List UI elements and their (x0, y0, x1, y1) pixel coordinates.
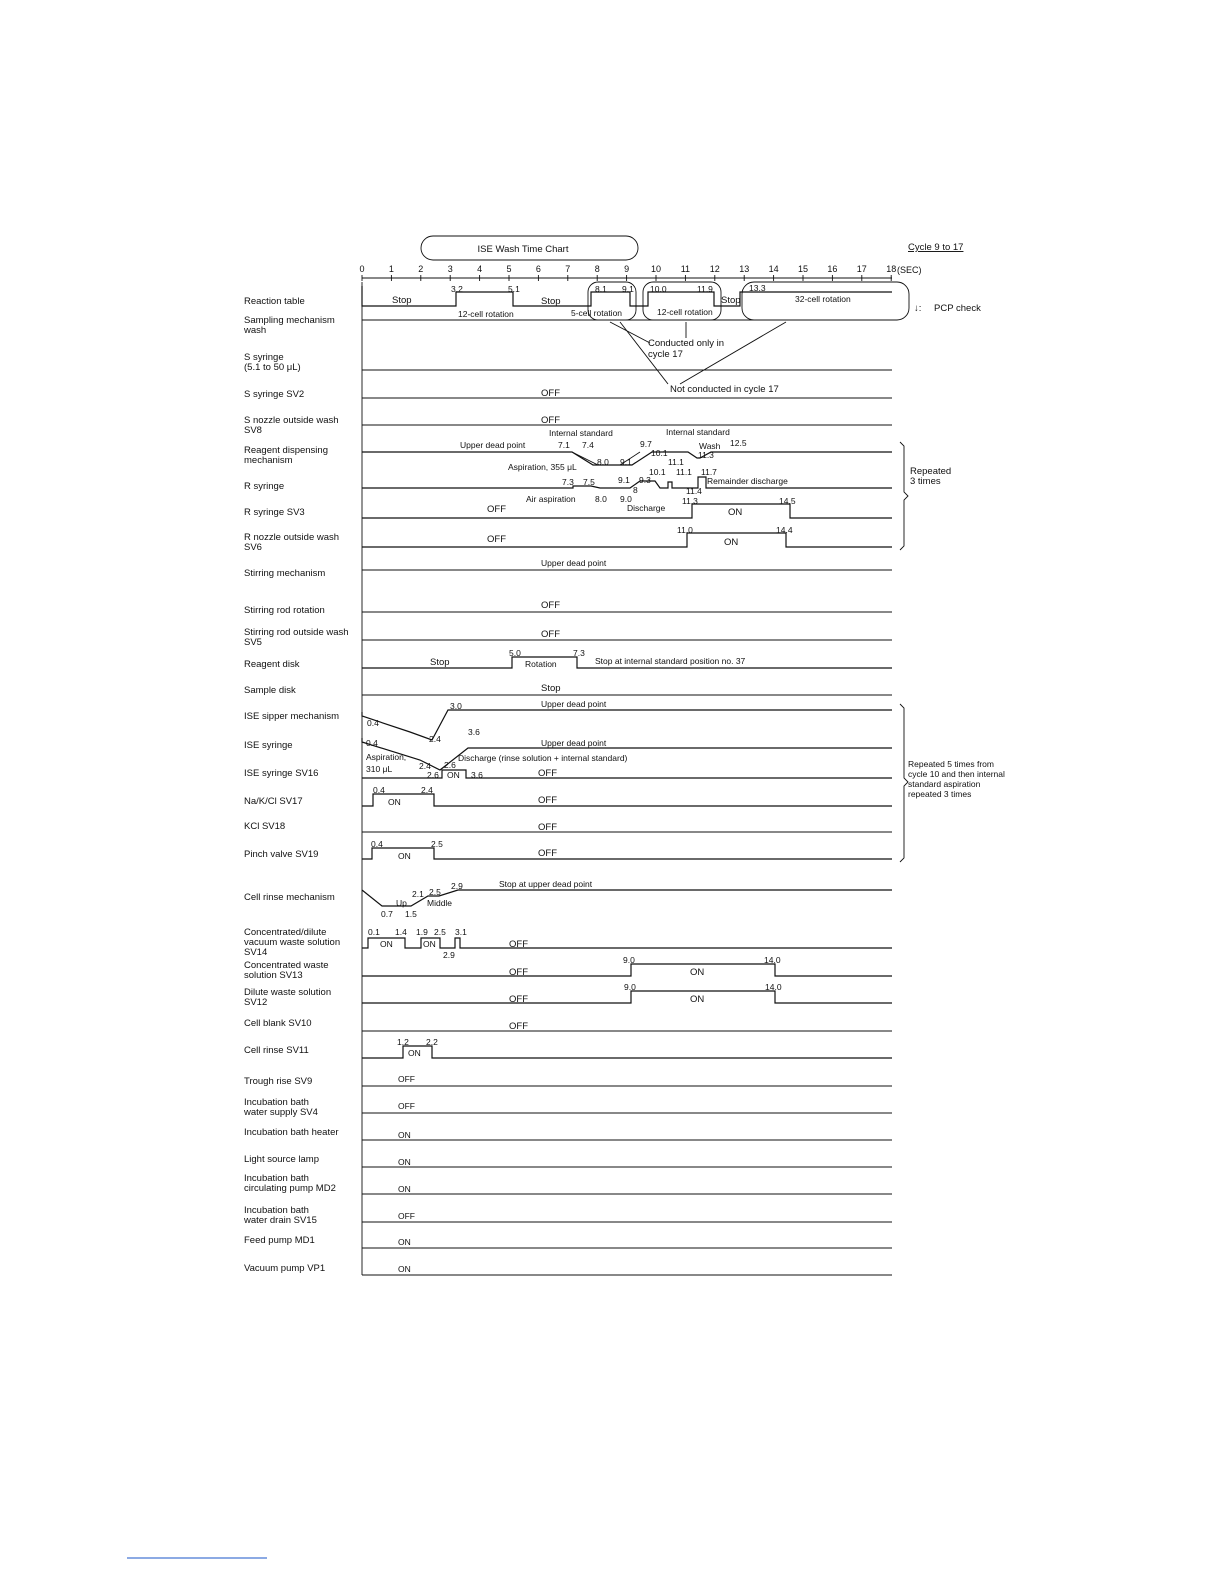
state-heater: ON (398, 1130, 411, 1140)
row-label: Incubation bath circulating pump MD2 (244, 1173, 336, 1194)
i-sv17-on: ON (388, 797, 401, 807)
rt-stop3: Stop (721, 295, 741, 306)
axis-tick-label: 18 (886, 264, 897, 274)
state-reagent-disk: Stop (430, 657, 450, 668)
i-04b: 0.4 (366, 738, 378, 748)
axis-tick-label: 5 (506, 264, 512, 274)
axis-tick-label: 2 (418, 264, 424, 274)
row-label: S syringe SV2 (244, 389, 305, 400)
r-125: 12.5 (730, 438, 747, 448)
i-26b: 2.6 (427, 770, 439, 780)
c-sv14-25: 2.5 (434, 927, 446, 937)
i-36a: 3.6 (468, 727, 480, 737)
r-80: 8.0 (597, 457, 609, 467)
r-113: 11.3 (698, 450, 714, 460)
i-sv17-04: 0.4 (373, 785, 385, 795)
r-111a: 11.1 (668, 457, 684, 467)
c-sv13-on: ON (690, 967, 705, 978)
r-91b: 9.1 (618, 475, 630, 485)
c-sv14-29: 2.9 (443, 950, 455, 960)
state-sv14: OFF (509, 939, 528, 950)
row-label: Stirring rod outside wash SV5 (244, 627, 349, 648)
ise-annotations (366, 701, 628, 861)
r-71: 7.1 (558, 440, 570, 450)
axis-tick-label: 7 (565, 264, 571, 274)
r-113b: 11.3 (682, 496, 698, 506)
state-cell-rinse: Stop at upper dead point (499, 879, 593, 889)
r-93: 9.3 (639, 475, 651, 485)
rt-rot12b: 12-cell rotation (657, 307, 713, 317)
state-ise-syringe: Upper dead point (541, 738, 607, 748)
r-73: 7.3 (562, 477, 574, 487)
state-sv10: OFF (509, 1021, 528, 1032)
c-07: 0.7 (381, 909, 393, 919)
c-sv11-22: 2.2 (426, 1037, 438, 1047)
d-73: 7.3 (573, 648, 585, 658)
chart-title: ISE Wash Time Chart (477, 244, 569, 255)
axis-tick-label: 0 (359, 264, 365, 274)
axis-tick-label: 4 (477, 264, 483, 274)
rt-91: 9.1 (622, 284, 634, 294)
row-label: Concentrated waste solution SV13 (244, 960, 329, 981)
r-airasp: Air aspiration (526, 494, 576, 504)
row-label: Feed pump MD1 (244, 1235, 315, 1246)
state-reagent-udp: Upper dead point (460, 440, 526, 450)
c-sv12-140: 14.0 (765, 982, 782, 992)
c-sv11-12: 1.2 (397, 1037, 409, 1047)
axis-unit: (SEC) (897, 265, 922, 275)
i-sv19-25: 2.5 (431, 839, 443, 849)
i-sv17-24: 2.4 (421, 785, 433, 795)
c-sv12-90: 9.0 (624, 982, 636, 992)
row-label: ISE syringe (244, 740, 293, 751)
row-label: Cell rinse SV11 (244, 1045, 309, 1056)
row-label: Sample disk (244, 685, 296, 696)
r-90: 9.0 (620, 494, 632, 504)
state-sv13: OFF (509, 967, 528, 978)
state-sv12: OFF (509, 994, 528, 1005)
axis-tick-label: 3 (447, 264, 453, 274)
state-md1: ON (398, 1237, 411, 1247)
state-sipper: Upper dead point (541, 699, 607, 709)
r-intstd2: Internal standard (666, 427, 730, 437)
r-145: 14.5 (779, 496, 796, 506)
i-sv19-04: 0.4 (371, 839, 383, 849)
axis-tick-label: 11 (680, 264, 691, 274)
state-sv17: OFF (538, 795, 557, 806)
c-sv14-01: 0.1 (368, 927, 380, 937)
row-label: Incubation bath water drain SV15 (244, 1205, 317, 1226)
row-label: Reagent disk (244, 659, 300, 670)
c-sv13-90: 9.0 (623, 955, 635, 965)
r-remdis: Remainder discharge (707, 476, 788, 486)
row-state-labels (398, 388, 607, 1274)
axis-tick-label: 14 (768, 264, 779, 274)
r-on2: ON (724, 537, 739, 548)
r-101: 10.1 (651, 448, 668, 458)
row-label: Stirring rod rotation (244, 605, 325, 616)
d-stopstd: Stop at internal standard position no. 37 (595, 656, 746, 666)
r-8: 8 (633, 485, 638, 495)
state-vp1: ON (398, 1264, 411, 1274)
row-label: S syringe (5.1 to 50 μL) (244, 352, 301, 373)
c-sv11-on: ON (408, 1048, 421, 1058)
r-asp: Aspiration, 355 μL (508, 462, 577, 472)
c-sv14-on1: ON (380, 939, 393, 949)
pcp-label: PCP check (934, 303, 981, 314)
r-on1: ON (728, 507, 743, 518)
d-50: 5.0 (509, 648, 521, 658)
signal-traces (362, 286, 892, 1275)
rt-81: 8.1 (595, 284, 607, 294)
c-21: 2.1 (412, 889, 424, 899)
state-sv19: OFF (538, 848, 557, 859)
row-label: Dilute waste solution SV12 (244, 987, 332, 1008)
c-sv14-on2: ON (423, 939, 436, 949)
time-axis (359, 264, 896, 281)
state-sv9: OFF (398, 1074, 415, 1084)
rt-stop2: Stop (541, 296, 561, 307)
i-asp: Aspiration, (366, 752, 407, 762)
repeat3-brace (900, 442, 908, 550)
r-75: 7.5 (583, 477, 595, 487)
pcp-symbol: ↓: (914, 303, 922, 314)
row-label: Sampling mechanism wash (244, 315, 335, 336)
c-25: 2.5 (429, 887, 441, 897)
row-label: Incubation bath heater (244, 1127, 339, 1138)
row-label: Incubation bath water supply SV4 (244, 1097, 318, 1118)
rt-rot32: 32-cell rotation (795, 294, 851, 304)
r-110: 11.0 (677, 525, 693, 535)
state-sv8: OFF (541, 415, 560, 426)
c-sv14-31: 3.1 (455, 927, 467, 937)
row-label: Pinch valve SV19 (244, 849, 319, 860)
i-24b: 2.4 (419, 761, 431, 771)
row-label: Na/K/Cl SV17 (244, 796, 303, 807)
state-sv15: OFF (398, 1211, 415, 1221)
c-up: Up (396, 898, 407, 908)
row-label: Stirring mechanism (244, 568, 326, 579)
row-label: ISE sipper mechanism (244, 711, 340, 722)
repeat3-note: Repeated 3 times (910, 466, 952, 487)
state-sv18: OFF (538, 822, 557, 833)
cycle-range: Cycle 9 to 17 (908, 242, 964, 253)
i-discharge: Discharge (rinse solution + internal standard) (458, 753, 628, 763)
r-97: 9.7 (640, 439, 652, 449)
c-15: 1.5 (405, 909, 417, 919)
state-stir-rot: OFF (541, 600, 560, 611)
r-144: 14.4 (776, 525, 793, 535)
r-discharge: Discharge (627, 503, 666, 513)
repeat5-note: Repeated 5 times from cycle 10 and then internal standard aspiration repeated 3 times (908, 759, 1005, 799)
rt-119: 11.9 (697, 284, 713, 294)
i-310: 310 μL (366, 764, 393, 774)
c-sv12-on: ON (690, 994, 705, 1005)
row-labels (243, 296, 349, 1274)
row-label: Cell blank SV10 (244, 1018, 312, 1029)
not-cycle17-note: Not conducted in cycle 17 (670, 384, 779, 395)
state-sample-disk: Stop (541, 683, 561, 694)
state-md2: ON (398, 1184, 411, 1194)
rt-51: 5.1 (508, 284, 520, 294)
row-label: KCl SV18 (244, 821, 286, 832)
disk-annotations (509, 648, 746, 669)
row-label: ISE syringe SV16 (244, 768, 319, 779)
row-label: Cell rinse mechanism (244, 892, 335, 903)
r-80b: 8.0 (595, 494, 607, 504)
rt-rot12a: 12-cell rotation (458, 309, 514, 319)
row-label: R syringe SV3 (244, 507, 305, 518)
row-label: Trough rise SV9 (244, 1076, 313, 1087)
row-label: Reaction table (244, 296, 305, 307)
i-36b: 3.6 (471, 770, 483, 780)
axis-tick-label: 9 (624, 264, 630, 274)
axis-tick-label: 15 (797, 264, 809, 274)
d-rotation: Rotation (525, 659, 557, 669)
state-stirring: Upper dead point (541, 558, 607, 568)
i-24a: 2.4 (429, 734, 441, 744)
c-sv14-14: 1.4 (395, 927, 407, 937)
i-sv19-on: ON (398, 851, 411, 861)
row-label: Vacuum pump VP1 (244, 1263, 326, 1274)
i-04a: 0.4 (367, 718, 379, 728)
r-wash: Wash (699, 441, 721, 451)
rt-32: 3.2 (451, 284, 463, 294)
repeat5-brace (900, 704, 908, 862)
state-lamp: ON (398, 1157, 411, 1167)
i-on: ON (447, 770, 460, 780)
row-label: Light source lamp (244, 1154, 319, 1165)
reaction-table-labels (392, 283, 851, 319)
c-sv14-19: 1.9 (416, 927, 428, 937)
state-sv2: OFF (541, 388, 560, 399)
rt-100: 10.0 (650, 284, 667, 294)
r-91: 9.1 (620, 457, 632, 467)
axis-tick-label: 17 (856, 264, 867, 274)
c-29: 2.9 (451, 881, 463, 891)
i-26a: 2.6 (444, 760, 456, 770)
axis-tick-label: 16 (827, 264, 838, 274)
cycle17-boxes (588, 282, 909, 384)
rt-stop1: Stop (392, 295, 412, 306)
rt-133: 13.3 (749, 283, 766, 293)
cycle17-only-note: Conducted only in cycle 17 (648, 338, 725, 360)
axis-tick-label: 12 (709, 264, 720, 274)
r-117: 11.7 (701, 467, 717, 477)
axis-tick-label: 6 (535, 264, 541, 274)
row-label: Reagent dispensing mechanism (244, 445, 328, 466)
state-sv5: OFF (541, 629, 560, 640)
r-111b: 11.1 (676, 467, 692, 477)
axis-tick-label: 1 (388, 264, 394, 274)
state-sv16: OFF (538, 768, 557, 779)
axis-tick-label: 10 (650, 264, 662, 274)
axis-tick-label: 13 (739, 264, 750, 274)
state-sv3: OFF (487, 504, 506, 515)
axis-tick-label: 8 (594, 264, 600, 274)
c-middle: Middle (427, 898, 453, 908)
c-sv13-140: 14.0 (764, 955, 781, 965)
state-sv6: OFF (487, 534, 506, 545)
r-74: 7.4 (582, 440, 594, 450)
row-label: R syringe (244, 481, 285, 492)
row-label: S nozzle outside wash SV8 (244, 415, 339, 436)
r-101b: 10.1 (649, 467, 666, 477)
state-sv4: OFF (398, 1101, 415, 1111)
rt-rot5: 5-cell rotation (571, 308, 623, 318)
i-30: 3.0 (450, 701, 462, 711)
r-intstd1: Internal standard (549, 428, 613, 438)
row-label: Concentrated/dilute vacuum waste solution SV14 (244, 927, 341, 958)
r-114: 11.4 (686, 486, 702, 496)
row-label: R nozzle outside wash SV6 (244, 532, 340, 553)
